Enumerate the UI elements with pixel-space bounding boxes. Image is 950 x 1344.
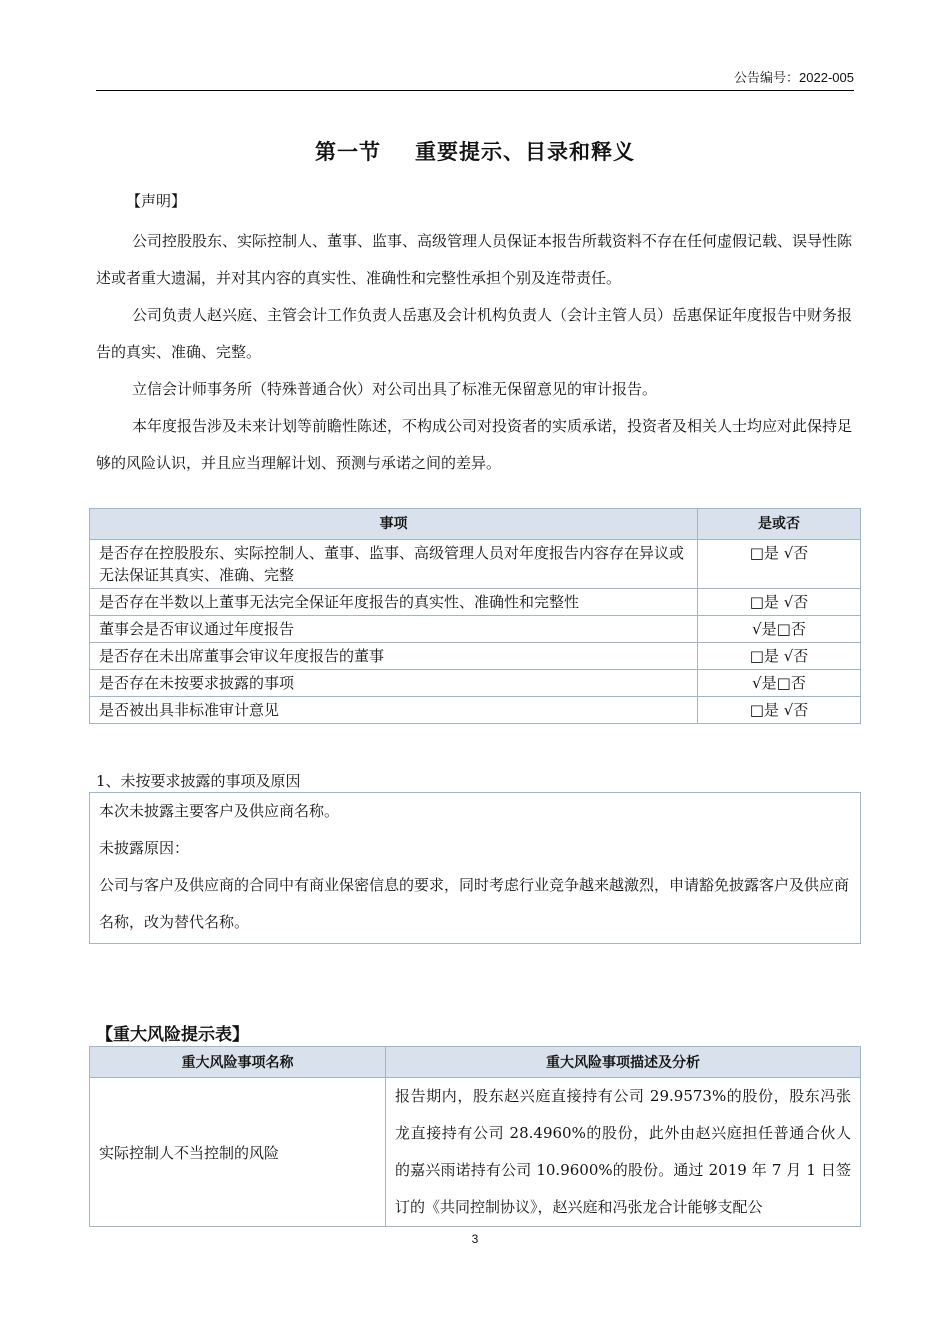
- page-title: [0, 136, 950, 166]
- declaration-heading: 【声明】: [126, 192, 187, 210]
- matter-answer: √是□否: [698, 670, 861, 697]
- notice-number: 公告编号：2022-005: [734, 70, 854, 85]
- table-row: [90, 589, 861, 616]
- page-number: 3: [471, 1232, 479, 1246]
- matter-answer: □是 √否: [698, 643, 861, 670]
- undisclosed-heading: 1、未按要求披露的事项及原因: [96, 772, 301, 790]
- table-header-row: [90, 509, 861, 540]
- section-name: 重要提示、目录和释义: [415, 140, 635, 164]
- matter-answer: □是 √否: [698, 540, 861, 589]
- risk-table-heading: 【重大风险提示表】: [96, 1025, 249, 1045]
- matter-answer: □是 √否: [698, 589, 861, 616]
- matter-item: 是否存在半数以上董事无法完全保证年度报告的真实性、准确性和完整性: [90, 589, 698, 616]
- undisclosed-line: 公司与客户及供应商的合同中有商业保密信息的要求，同时考虑行业竞争越来越激烈，申请豁免披露客户及供应商名称，改为替代名称。: [99, 876, 850, 931]
- undisclosed-line: 本次未披露主要客户及供应商名称。: [99, 802, 340, 820]
- matter-item: 是否存在未按要求披露的事项: [90, 670, 698, 697]
- declaration-paragraph: 公司负责人赵兴庭、主管会计工作负责人岳惠及会计机构负责人（会计主管人员）岳惠保证年度报告中财务报告的真实、准确、完整。: [96, 306, 853, 361]
- column-header: 是或否: [698, 509, 861, 540]
- matter-item: 是否存在未出席董事会审议年度报告的董事: [90, 643, 698, 670]
- table-header-row: [90, 1047, 861, 1078]
- matter-answer: □是 √否: [698, 697, 861, 724]
- undisclosed-line: 未披露原因：: [99, 839, 190, 857]
- declaration-paragraph: 本年度报告涉及未来计划等前瞻性陈述，不构成公司对投资者的实质承诺，投资者及相关人士均应对此保持足够的风险认识，并且应当理解计划、预测与承诺之间的差异。: [96, 417, 853, 472]
- table-row: [90, 540, 861, 589]
- column-header: 重大风险事项名称: [90, 1047, 386, 1078]
- table-row: [90, 616, 861, 643]
- undisclosed-box: [89, 792, 861, 944]
- risk-table: [89, 1046, 861, 1227]
- table-row: [90, 670, 861, 697]
- table-row: [90, 643, 861, 670]
- matter-item: 是否被出具非标准审计意见: [90, 697, 698, 724]
- section-number: 第一节: [315, 140, 381, 164]
- risk-name: 实际控制人不当控制的风险: [90, 1078, 386, 1227]
- matters-table: [89, 508, 861, 724]
- page-header: [96, 68, 854, 91]
- declaration-paragraph: 公司控股股东、实际控制人、董事、监事、高级管理人员保证本报告所载资料不存在任何虚假记载、误导性陈述或者重大遗漏，并对其内容的真实性、准确性和完整性承担个别及连带责任。: [96, 232, 853, 287]
- matter-item: 是否存在控股股东、实际控制人、董事、监事、高级管理人员对年度报告内容存在异议或无法保证其真实、准确、完整: [90, 540, 698, 589]
- column-header: 重大风险事项描述及分析: [386, 1047, 861, 1078]
- matter-item: 董事会是否审议通过年度报告: [90, 616, 698, 643]
- matter-answer: √是□否: [698, 616, 861, 643]
- declaration-paragraph: 立信会计师事务所（特殊普通合伙）对公司出具了标准无保留意见的审计报告。: [132, 380, 658, 398]
- column-header: 事项: [90, 509, 698, 540]
- risk-description: 报告期内，股东赵兴庭直接持有公司 29.9573%的股份，股东冯张龙直接持有公司 28.4960%的股份，此外由赵兴庭担任普通合伙人的嘉兴雨诺持有公司 10.9600%的股份。通过 2019 年 7 月 1 日签订的《共同控制协议》，赵兴庭和冯张龙合计能够支配公: [386, 1078, 861, 1227]
- table-row: [90, 1078, 861, 1227]
- table-row: [90, 697, 861, 724]
